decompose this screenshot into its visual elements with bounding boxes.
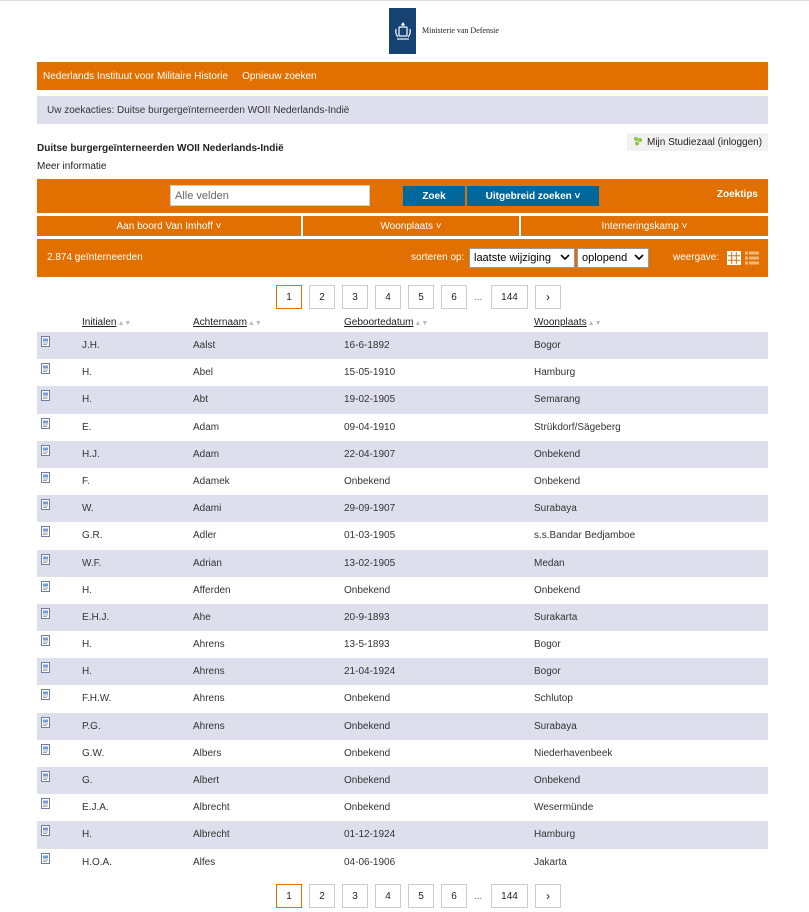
cell-achternaam: Ahrens <box>193 693 225 705</box>
cell-geboortedatum: Onbekend <box>344 584 391 596</box>
page-button[interactable]: 2 <box>309 884 335 908</box>
more-info-link[interactable]: Meer informatie <box>37 161 107 172</box>
record-icon[interactable] <box>41 608 50 619</box>
cell-woonplaats: Bogor <box>534 340 561 351</box>
sort-field-select[interactable] <box>469 248 575 268</box>
chevron-down-icon <box>560 252 570 264</box>
coat-of-arms-icon <box>389 8 416 54</box>
cell-achternaam: Ahe <box>193 611 211 623</box>
view-label: weergave: <box>673 252 720 263</box>
cell-achternaam: Ahrens <box>193 639 225 651</box>
record-icon[interactable] <box>41 554 50 565</box>
table-row[interactable] <box>37 495 768 522</box>
record-icon[interactable] <box>41 798 50 809</box>
page-button[interactable]: 6 <box>441 884 467 908</box>
studiezaal-icon <box>633 136 643 149</box>
cell-geboortedatum: 19-02-1905 <box>344 394 396 406</box>
table-row[interactable] <box>37 740 768 767</box>
filter-bar <box>37 216 768 236</box>
cell-geboortedatum: 16-6-1892 <box>344 340 390 351</box>
column-woonplaats[interactable] <box>534 317 602 328</box>
cell-achternaam: Albert <box>193 775 220 786</box>
next-page-button[interactable]: › <box>535 884 561 908</box>
cell-geboortedatum: 09-04-1910 <box>344 421 396 433</box>
ministry-logo[interactable] <box>389 8 499 54</box>
table-row[interactable] <box>37 821 768 848</box>
search-tips-link[interactable]: Zoektips <box>716 189 758 200</box>
cell-initialen: F.H.W. <box>82 693 112 705</box>
cell-achternaam: Albrecht <box>193 829 230 841</box>
table-row[interactable] <box>37 577 768 604</box>
cell-woonplaats: Bogor <box>534 639 561 651</box>
column-achternaam[interactable] <box>193 317 262 328</box>
column-label: Initialen <box>82 317 117 328</box>
cell-geboortedatum: 04-06-1906 <box>344 856 396 868</box>
cell-initialen: H. <box>82 639 92 651</box>
next-page-button[interactable]: › <box>535 285 561 309</box>
cell-woonplaats: Schlutop <box>534 693 573 705</box>
cell-initialen: G.R. <box>82 530 103 542</box>
nav-nimh[interactable]: Nederlands Instituut voor Militaire Historie <box>43 70 229 82</box>
sort-field-value: laatste wijziging <box>474 252 552 264</box>
page-button[interactable]: 2 <box>309 285 335 309</box>
cell-achternaam: Albers <box>193 747 222 759</box>
cell-achternaam: Abt <box>193 394 209 406</box>
column-initialen[interactable] <box>82 317 131 328</box>
record-icon[interactable] <box>41 363 50 374</box>
cell-woonplaats: Bogor <box>534 666 561 678</box>
cell-achternaam: Adam <box>193 421 220 433</box>
cell-woonplaats: Strükdorf/Sägeberg <box>534 421 621 433</box>
cell-geboortedatum: 13-5-1893 <box>344 639 390 651</box>
record-icon[interactable] <box>41 445 50 456</box>
record-icon[interactable] <box>41 336 50 347</box>
cell-geboortedatum: 29-09-1907 <box>344 503 396 515</box>
cell-geboortedatum: 20-9-1893 <box>344 611 390 623</box>
cell-initialen: W. <box>82 503 94 515</box>
page-button[interactable]: 3 <box>342 884 368 908</box>
results-table <box>37 332 768 876</box>
studiezaal-label: Mijn Studiezaal (inloggen) <box>647 136 763 148</box>
record-icon[interactable] <box>41 771 50 782</box>
cell-geboortedatum: Onbekend <box>344 720 391 732</box>
sort-arrows-icon: ▲▼ <box>414 320 429 327</box>
page-button[interactable]: 1 <box>276 285 302 309</box>
record-icon[interactable] <box>41 689 50 700</box>
cell-initialen: H. <box>82 584 92 596</box>
table-row[interactable] <box>37 713 768 740</box>
cell-woonplaats: Surabaya <box>534 720 577 732</box>
cell-achternaam: Adami <box>193 503 222 515</box>
record-icon[interactable] <box>41 499 50 510</box>
table-row[interactable] <box>37 658 768 685</box>
filter-interneringskamp[interactable]: Interneringskamp ˅ <box>521 216 768 236</box>
cell-achternaam: Adam <box>193 448 220 460</box>
cell-achternaam: Aalst <box>193 340 216 351</box>
cell-geboortedatum: Onbekend <box>344 747 391 759</box>
cell-woonplaats: Surakarta <box>534 611 578 623</box>
cell-woonplaats: Jakarta <box>534 856 567 868</box>
table-header <box>37 316 768 332</box>
table-row[interactable] <box>37 767 768 794</box>
record-icon[interactable] <box>41 744 50 755</box>
cell-geboortedatum: 13-02-1905 <box>344 557 396 569</box>
advanced-search-button[interactable]: Uitgebreid zoeken ˅ <box>467 186 599 206</box>
cell-initialen: P.G. <box>82 720 101 732</box>
cell-geboortedatum: 01-12-1924 <box>344 829 396 841</box>
table-row[interactable] <box>37 794 768 821</box>
column-geboortedatum[interactable] <box>344 317 428 328</box>
cell-geboortedatum: 21-04-1924 <box>344 666 396 678</box>
cell-achternaam: Ahrens <box>193 666 225 678</box>
search-input[interactable] <box>170 185 370 206</box>
sort-order-value: oplopend <box>582 252 628 264</box>
pagination-bottom <box>276 884 568 908</box>
table-row[interactable] <box>37 631 768 658</box>
sort-arrows-icon: ▲▼ <box>117 320 132 327</box>
cell-achternaam: Adrian <box>193 557 222 569</box>
nav-new-search[interactable]: Opnieuw zoeken <box>242 70 317 82</box>
cell-geboortedatum: 15-05-1910 <box>344 367 396 379</box>
page-button[interactable]: 6 <box>441 285 467 309</box>
result-count: 2.874 geïnterneerden <box>47 252 143 263</box>
table-row[interactable] <box>37 386 768 413</box>
sort-label: sorteren op: <box>411 252 465 263</box>
cell-geboortedatum: Onbekend <box>344 475 391 487</box>
cell-initialen: H. <box>82 666 92 678</box>
table-row[interactable] <box>37 685 768 712</box>
table-row[interactable] <box>37 332 768 359</box>
record-icon[interactable] <box>41 717 50 728</box>
pagination-ellipsis: ... <box>474 291 483 303</box>
sort-arrows-icon: ▲▼ <box>247 320 262 327</box>
cell-initialen: H.O.A. <box>82 856 113 868</box>
cell-woonplaats: Hamburg <box>534 829 576 841</box>
table-row[interactable] <box>37 522 768 549</box>
cell-achternaam: Ahrens <box>193 720 225 732</box>
table-row[interactable] <box>37 604 768 631</box>
cell-geboortedatum: Onbekend <box>344 693 391 705</box>
cell-initialen: J.H. <box>82 340 100 351</box>
cell-initialen: G.W. <box>82 747 105 759</box>
cell-geboortedatum: Onbekend <box>344 802 391 814</box>
ministry-name: Ministerie van Defensie <box>422 25 499 35</box>
cell-woonplaats: Medan <box>534 557 565 569</box>
cell-initialen: W.F. <box>82 557 102 569</box>
record-icon[interactable] <box>41 418 50 429</box>
chevron-down-icon <box>634 252 644 264</box>
grid-view-icon[interactable] <box>727 251 741 265</box>
cell-woonplaats: Onbekend <box>534 584 581 596</box>
cell-geboortedatum: 22-04-1907 <box>344 448 396 460</box>
top-border <box>0 0 809 3</box>
table-row[interactable] <box>37 359 768 386</box>
cell-initialen: E.J.A. <box>82 802 109 814</box>
last-page-button[interactable]: 144 <box>491 884 528 908</box>
record-icon[interactable] <box>41 853 50 864</box>
cell-woonplaats: Niederhavenbeek <box>534 747 613 759</box>
cell-achternaam: Albrecht <box>193 802 230 814</box>
cell-initialen: E. <box>82 421 92 433</box>
page-button[interactable]: 1 <box>276 884 302 908</box>
record-icon[interactable] <box>41 526 50 537</box>
record-icon[interactable] <box>41 635 50 646</box>
column-label: Woonplaats <box>534 317 587 328</box>
filter-woonplaats[interactable]: Woonplaats ˅ <box>303 216 521 236</box>
cell-achternaam: Abel <box>193 367 214 379</box>
search-button[interactable]: Zoek <box>403 186 465 206</box>
cell-achternaam: Adler <box>193 530 217 542</box>
search-bar <box>37 179 768 213</box>
cell-woonplaats: Wesermünde <box>534 802 594 814</box>
cell-woonplaats: s.s.Bandar Bedjamboe <box>534 530 636 542</box>
page-button[interactable]: 3 <box>342 285 368 309</box>
cell-initialen: H. <box>82 394 92 406</box>
cell-achternaam: Adamek <box>193 475 230 487</box>
record-icon[interactable] <box>41 390 50 401</box>
cell-woonplaats: Onbekend <box>534 775 581 786</box>
studiezaal-login-button[interactable] <box>627 133 768 151</box>
record-icon[interactable] <box>41 825 50 836</box>
last-page-button[interactable]: 144 <box>491 285 528 309</box>
column-label: Achternaam <box>193 317 247 328</box>
page-button[interactable]: 4 <box>375 884 401 908</box>
record-icon[interactable] <box>41 472 50 483</box>
collection-title: Duitse burgergeïnterneerden WOII Nederlands-Indië <box>37 143 284 154</box>
cell-geboortedatum: 01-03-1905 <box>344 530 396 542</box>
cell-woonplaats: Onbekend <box>534 475 581 487</box>
sort-order-select[interactable] <box>577 248 649 268</box>
record-icon[interactable] <box>41 581 50 592</box>
page-button[interactable]: 5 <box>408 285 434 309</box>
main-navbar <box>37 62 768 90</box>
table-row[interactable] <box>37 468 768 495</box>
cell-geboortedatum: Onbekend <box>344 775 391 786</box>
list-view-icon[interactable] <box>745 251 759 265</box>
record-icon[interactable] <box>41 662 50 673</box>
pagination-top <box>276 285 568 309</box>
sort-arrows-icon: ▲▼ <box>587 320 602 327</box>
cell-achternaam: Afferden <box>193 584 231 596</box>
cell-initialen: H. <box>82 367 92 379</box>
cell-woonplaats: Hamburg <box>534 367 576 379</box>
breadcrumb: Uw zoekacties: Duitse burgergeïnterneerden WOII Nederlands-Indië <box>37 96 768 124</box>
table-row[interactable] <box>37 550 768 577</box>
page-button[interactable]: 5 <box>408 884 434 908</box>
table-row[interactable] <box>37 414 768 441</box>
cell-initialen: H.J. <box>82 448 100 460</box>
filter-aan-boord[interactable]: Aan boord Van Imhoff ˅ <box>37 216 303 236</box>
results-bar <box>37 239 768 277</box>
cell-initialen: E.H.J. <box>82 611 110 623</box>
cell-woonplaats: Surabaya <box>534 503 577 515</box>
page-button[interactable]: 4 <box>375 285 401 309</box>
cell-woonplaats: Semarang <box>534 394 581 406</box>
pagination-ellipsis: ... <box>474 890 483 902</box>
table-row[interactable] <box>37 441 768 468</box>
cell-initialen: F. <box>82 475 90 487</box>
column-label: Geboortedatum <box>344 317 414 328</box>
table-row[interactable] <box>37 849 768 876</box>
cell-initialen: G. <box>82 775 93 786</box>
cell-woonplaats: Onbekend <box>534 448 581 460</box>
cell-initialen: H. <box>82 829 92 841</box>
cell-achternaam: Alfes <box>193 856 216 868</box>
